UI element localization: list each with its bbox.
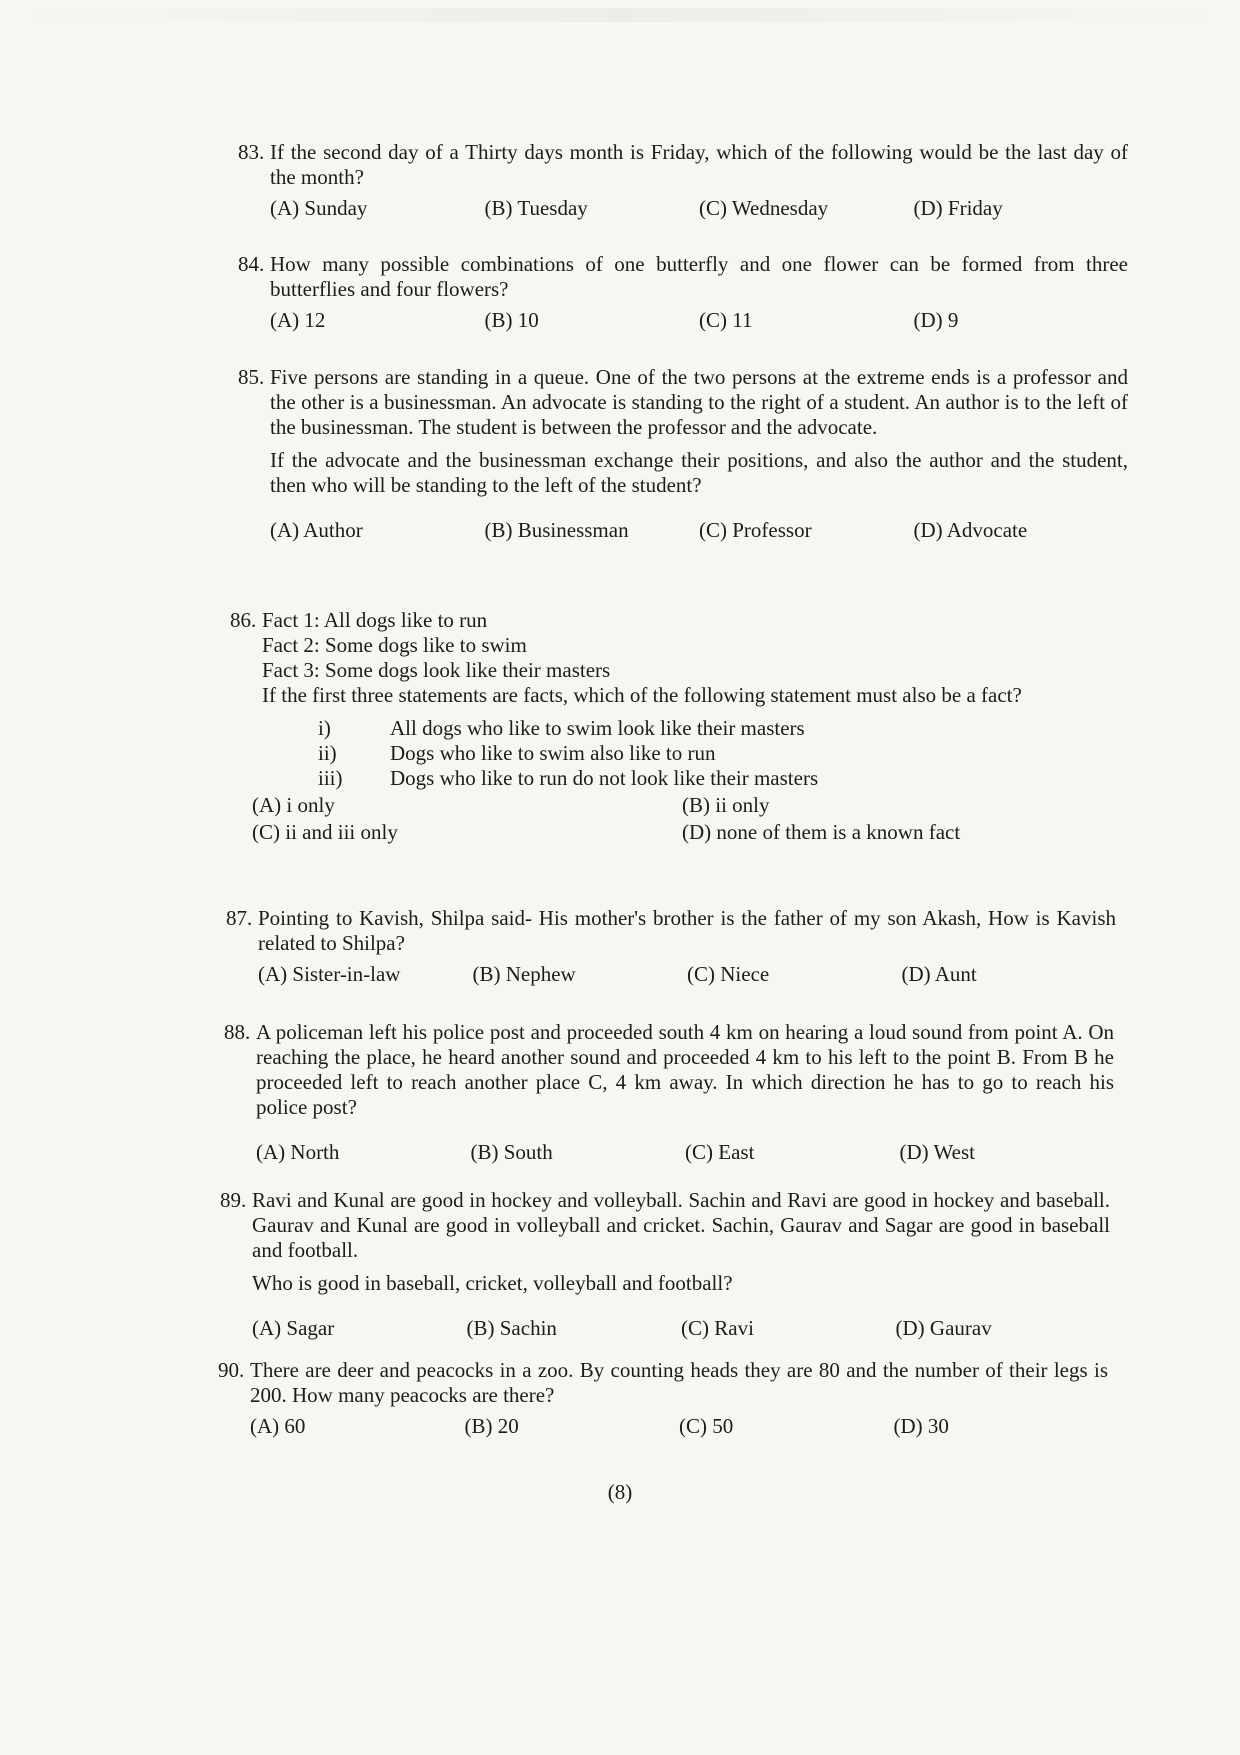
option-c: (C) 11 bbox=[699, 308, 753, 332]
fact-3: Fact 3: Some dogs look like their masters bbox=[262, 658, 611, 682]
option-d: (D) none of them is a known fact bbox=[682, 820, 961, 844]
question-number: 83. bbox=[238, 140, 265, 164]
question-number: 87. bbox=[226, 906, 253, 930]
option-b: (B) Businessman bbox=[484, 518, 629, 542]
option-b: (B) Nephew bbox=[472, 962, 576, 986]
option-b: (B) Tuesday bbox=[484, 196, 588, 220]
option-a: (A) North bbox=[256, 1140, 340, 1164]
options-row bbox=[220, 1316, 1110, 1341]
option-c: (C) Professor bbox=[699, 518, 812, 542]
fact-2: Fact 2: Some dogs like to swim bbox=[262, 633, 527, 657]
question-stem: If the first three statements are facts, which of the following statement must also be a fact? bbox=[262, 683, 1022, 707]
statement-item bbox=[318, 741, 1120, 766]
option-d: (D) Gaurav bbox=[895, 1316, 992, 1340]
question-stem: Ravi and Kunal are good in hockey and volleyball. Sachin and Ravi are good in hockey and baseball. Gaurav and Kunal are good in volleyball and cricket. Sachin, Gaurav and Sagar are good in baseball and football. bbox=[252, 1188, 1110, 1262]
question-number: 89. bbox=[220, 1188, 247, 1212]
option-d: (D) Friday bbox=[913, 196, 1003, 220]
options-row bbox=[226, 962, 1116, 987]
question-84 bbox=[238, 252, 1128, 333]
statement-numeral: i) bbox=[318, 716, 331, 740]
statement-text: All dogs who like to swim look like their masters bbox=[390, 716, 805, 740]
question-90 bbox=[218, 1358, 1108, 1439]
statement-numeral: iii) bbox=[318, 766, 343, 790]
option-a: (A) Sagar bbox=[252, 1316, 335, 1340]
option-d: (D) 9 bbox=[913, 308, 959, 332]
option-a: (A) Author bbox=[270, 518, 363, 542]
question-stem: A policeman left his police post and proceeded south 4 km on hearing a loud sound from point A. On reaching the place, he heard another sound and proceeded 4 km to his left to the point B. From B he proceeded left to reach another place C, 4 km away. In which direction he has to go to reach his police post? bbox=[256, 1020, 1114, 1119]
statement-item bbox=[318, 716, 1120, 741]
statement-text: Dogs who like to run do not look like their masters bbox=[390, 766, 819, 790]
question-number: 90. bbox=[218, 1358, 245, 1382]
option-c: (C) East bbox=[685, 1140, 755, 1164]
statement-item bbox=[318, 766, 1120, 791]
option-b: (B) ii only bbox=[682, 793, 770, 817]
statement-list bbox=[230, 716, 1120, 791]
option-a: (A) Sister-in-law bbox=[258, 962, 401, 986]
option-b: (B) 10 bbox=[484, 308, 539, 332]
option-a: (A) 12 bbox=[270, 308, 326, 332]
options-row bbox=[238, 308, 1128, 333]
question-followup: Who is good in baseball, cricket, volleyball and football? bbox=[252, 1271, 733, 1295]
option-c: (C) ii and iii only bbox=[252, 820, 398, 844]
option-d: (D) Aunt bbox=[901, 962, 977, 986]
scan-artifact bbox=[0, 8, 1240, 22]
option-c: (C) Wednesday bbox=[699, 196, 829, 220]
question-followup: If the advocate and the businessman exchange their positions, and also the author and the student, then who will be standing to the left of the student? bbox=[270, 448, 1128, 497]
question-stem: There are deer and peacocks in a zoo. By counting heads they are 80 and the number of their legs is 200. How many peacocks are there? bbox=[250, 1358, 1108, 1407]
fact-1: Fact 1: All dogs like to run bbox=[262, 608, 488, 632]
option-c: (C) Ravi bbox=[681, 1316, 754, 1340]
option-b: (B) 20 bbox=[464, 1414, 519, 1438]
option-b: (B) Sachin bbox=[466, 1316, 557, 1340]
question-85 bbox=[238, 365, 1128, 543]
options-row bbox=[238, 196, 1128, 221]
statement-numeral: ii) bbox=[318, 741, 337, 765]
question-88 bbox=[224, 1020, 1114, 1165]
option-a: (A) i only bbox=[252, 793, 335, 817]
option-c: (C) 50 bbox=[679, 1414, 734, 1438]
options-row bbox=[238, 518, 1128, 543]
option-d: (D) 30 bbox=[893, 1414, 949, 1438]
option-b: (B) South bbox=[470, 1140, 553, 1164]
option-a: (A) Sunday bbox=[270, 196, 368, 220]
options-row bbox=[218, 1414, 1108, 1439]
question-83 bbox=[238, 140, 1128, 221]
question-stem: Five persons are standing in a queue. One of the two persons at the extreme ends is a professor and the other is a businessman. An advocate is standing to the right of a student. An author is to the left of the businessman. The student is between the professor and the advocate. bbox=[270, 365, 1128, 439]
question-number: 84. bbox=[238, 252, 265, 276]
question-number: 86. bbox=[230, 608, 257, 632]
statement-text: Dogs who like to swim also like to run bbox=[390, 741, 716, 765]
option-d: (D) Advocate bbox=[913, 518, 1028, 542]
question-stem: If the second day of a Thirty days month is Friday, which of the following would be the last day of the month? bbox=[270, 140, 1128, 189]
question-89 bbox=[220, 1188, 1110, 1341]
question-87 bbox=[226, 906, 1116, 987]
question-number: 88. bbox=[224, 1020, 251, 1044]
question-number: 85. bbox=[238, 365, 265, 389]
question-stem: How many possible combinations of one butterfly and one flower can be formed from three butterflies and four flowers? bbox=[270, 252, 1128, 301]
option-a: (A) 60 bbox=[250, 1414, 306, 1438]
options-row bbox=[224, 1140, 1114, 1165]
question-stem: Pointing to Kavish, Shilpa said- His mother's brother is the father of my son Akash, How is Kavish related to Shilpa? bbox=[258, 906, 1116, 955]
question-86 bbox=[230, 608, 1120, 845]
option-d: (D) West bbox=[899, 1140, 975, 1164]
options-grid bbox=[230, 793, 1120, 845]
page-number: (8) bbox=[607, 1480, 633, 1504]
option-c: (C) Niece bbox=[687, 962, 770, 986]
